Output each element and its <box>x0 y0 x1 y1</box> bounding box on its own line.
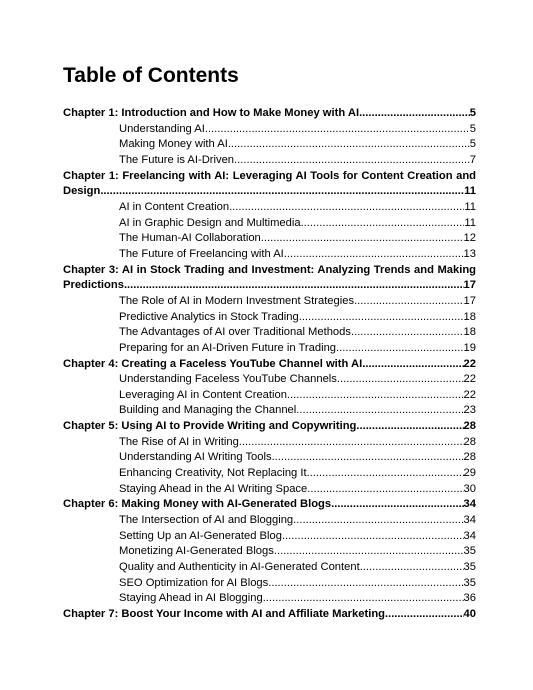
toc-entry-title: The Intersection of AI and Blogging <box>119 514 294 527</box>
toc-page-number: 35 <box>463 561 476 574</box>
toc-page-number: 22 <box>463 357 476 370</box>
dot-leader <box>282 529 464 545</box>
toc-entry-title: Chapter 7: Boost Your Income with AI and Affiliate Marketing <box>63 608 385 620</box>
toc-entry-title: The Rise of AI in Writing <box>119 435 239 448</box>
toc-line <box>63 591 476 607</box>
toc-page-number: 5 <box>469 107 476 119</box>
toc-line <box>63 200 476 216</box>
toc-line <box>63 278 476 294</box>
toc-chapter-entry[interactable] <box>63 419 476 435</box>
dot-leader <box>385 607 464 623</box>
toc-entry-title: Chapter 6: Making Money with AI-Generated Blogs <box>63 498 332 511</box>
toc-entry-title: Chapter 1: Introduction and How to Make Money with AI <box>63 107 360 119</box>
toc-page-number: 11 <box>464 200 476 213</box>
dot-leader <box>239 435 464 451</box>
toc-entry-title: The Human-AI Collaboration <box>119 232 261 245</box>
toc-line <box>63 184 476 200</box>
toc-entry-title: Building and Managing the Channel <box>119 404 297 417</box>
toc-entry-title: SEO Optimization for AI Blogs <box>119 576 269 589</box>
toc-entry-title: Chapter 3: AI in Stock Trading and Investment: Analyzing Trends and Making <box>63 263 476 276</box>
toc-page-number: 30 <box>463 482 476 495</box>
page-title: Table of Contents <box>63 64 239 87</box>
toc-chapter-entry[interactable] <box>63 607 476 623</box>
toc-entry-title: The Role of AI in Modern Investment Strategies <box>119 294 355 307</box>
toc-page-number: 19 <box>463 341 476 354</box>
toc-section-entry[interactable] <box>63 513 476 529</box>
toc-section-entry[interactable] <box>63 435 476 451</box>
toc-page-number: 17 <box>463 279 476 292</box>
toc-line <box>63 106 476 122</box>
toc-entry-title-continued: Predictions <box>63 279 124 292</box>
toc-line <box>63 576 476 592</box>
toc-line <box>63 137 476 153</box>
toc-line <box>63 497 476 513</box>
dot-leader <box>336 341 464 357</box>
toc-entry-title-continued: Design <box>63 185 101 198</box>
dot-leader <box>293 513 463 529</box>
toc-section-entry[interactable] <box>63 482 476 498</box>
toc-line <box>63 310 476 326</box>
toc-line <box>63 372 476 388</box>
toc-chapter-entry[interactable] <box>63 106 476 122</box>
dot-leader <box>261 231 464 247</box>
dot-leader <box>228 137 470 153</box>
dot-leader <box>362 357 463 373</box>
toc-page-number: 35 <box>463 545 476 558</box>
toc-page-number: 12 <box>463 232 476 245</box>
dot-leader <box>124 278 464 294</box>
toc-section-entry[interactable] <box>63 310 476 326</box>
toc-line <box>63 216 476 232</box>
toc-line <box>63 466 476 482</box>
toc-line <box>63 153 476 169</box>
toc-section-entry[interactable] <box>63 450 476 466</box>
toc-line <box>63 403 476 419</box>
toc-page-number: 40 <box>463 608 476 620</box>
dot-leader <box>284 247 464 263</box>
toc-section-entry[interactable] <box>63 153 476 169</box>
dot-leader <box>354 294 463 310</box>
toc-page-number: 29 <box>463 467 476 480</box>
toc-entry-title: Predictive Analytics in Stock Trading <box>119 310 299 323</box>
toc-line <box>63 435 476 451</box>
toc-line <box>63 341 476 357</box>
toc-page-number: 28 <box>463 451 476 464</box>
toc-chapter-entry[interactable] <box>63 169 476 200</box>
toc-line <box>63 247 476 263</box>
toc-page-number: 36 <box>463 592 476 605</box>
toc-section-entry[interactable] <box>63 372 476 388</box>
toc-line <box>63 231 476 247</box>
toc-page-number: 23 <box>463 404 476 417</box>
toc-entry-title: Monetizing AI-Generated Blogs <box>119 545 274 558</box>
dot-leader <box>360 560 464 576</box>
toc-page-number: 18 <box>463 326 476 339</box>
toc-page-number: 22 <box>463 388 476 401</box>
toc-line <box>63 482 476 498</box>
toc-entry-title: Enhancing Creativity, Not Replacing It <box>119 467 307 480</box>
toc-section-entry[interactable] <box>63 544 476 560</box>
toc-page-number: 34 <box>463 498 476 511</box>
toc-page-number: 34 <box>463 529 476 542</box>
toc-section-entry[interactable] <box>63 576 476 592</box>
dot-leader <box>301 216 465 232</box>
toc-line <box>63 560 476 576</box>
toc-chapter-entry[interactable] <box>63 357 476 373</box>
toc-line <box>63 325 476 341</box>
toc-page-number: 5 <box>469 122 476 135</box>
table-of-contents <box>63 106 476 623</box>
toc-entry-title: The Future is AI-Driven <box>119 153 235 166</box>
dot-leader <box>274 544 464 560</box>
toc-page-number: 7 <box>469 153 476 166</box>
toc-section-entry[interactable] <box>63 388 476 404</box>
dot-leader <box>307 482 463 498</box>
toc-line <box>63 294 476 310</box>
dot-leader <box>351 325 464 341</box>
toc-section-entry[interactable] <box>63 200 476 216</box>
dot-leader <box>331 497 463 513</box>
dot-leader <box>356 419 463 435</box>
toc-line <box>63 544 476 560</box>
dot-leader <box>272 450 464 466</box>
dot-leader <box>299 310 464 326</box>
toc-line <box>63 357 476 373</box>
toc-line <box>63 388 476 404</box>
dot-leader <box>268 576 463 592</box>
toc-chapter-entry[interactable] <box>63 497 476 513</box>
toc-entry-title: AI in Content Creation <box>119 200 230 213</box>
toc-line <box>63 122 476 138</box>
toc-section-entry[interactable] <box>63 529 476 545</box>
toc-page-number: 28 <box>463 435 476 448</box>
dot-leader <box>359 106 470 122</box>
dot-leader <box>287 388 464 404</box>
toc-line <box>63 450 476 466</box>
toc-line <box>63 419 476 435</box>
toc-section-entry[interactable] <box>63 247 476 263</box>
toc-section-entry[interactable] <box>63 231 476 247</box>
toc-entry-title: AI in Graphic Design and Multimedia <box>119 216 301 229</box>
toc-section-entry[interactable] <box>63 403 476 419</box>
dot-leader <box>229 200 464 216</box>
toc-section-entry[interactable] <box>63 325 476 341</box>
toc-page-number: 11 <box>464 216 476 229</box>
toc-entry-title: Chapter 5: Using AI to Provide Writing and Copywriting <box>63 420 357 433</box>
toc-line <box>63 169 476 185</box>
toc-page-number: 13 <box>463 247 476 260</box>
dot-leader <box>234 153 470 169</box>
toc-entry-title: Staying Ahead in the AI Writing Space <box>119 482 308 495</box>
toc-line <box>63 263 476 279</box>
toc-entry-title: Leveraging AI in Content Creation <box>119 388 287 401</box>
toc-section-entry[interactable] <box>63 591 476 607</box>
dot-leader <box>337 372 464 388</box>
toc-entry-title: Chapter 4: Creating a Faceless YouTube Channel with AI <box>63 357 363 370</box>
toc-page-number: 22 <box>463 373 476 386</box>
toc-entry-title: Chapter 1: Freelancing with AI: Leveraging AI Tools for Content Creation and <box>63 169 476 182</box>
toc-section-entry[interactable] <box>63 122 476 138</box>
toc-page-number: 34 <box>463 514 476 527</box>
dot-leader <box>205 122 470 138</box>
toc-page-number: 35 <box>463 576 476 589</box>
toc-page-number: 17 <box>463 294 476 307</box>
dot-leader <box>263 591 464 607</box>
toc-entry-title: Understanding AI Writing Tools <box>119 451 272 464</box>
toc-entry-title: Understanding AI <box>119 122 205 135</box>
toc-section-entry[interactable] <box>63 466 476 482</box>
toc-entry-title: The Advantages of AI over Traditional Methods <box>119 326 351 339</box>
toc-entry-title: Preparing for an AI-Driven Future in Trading <box>119 341 337 354</box>
toc-page-number: 18 <box>463 310 476 323</box>
toc-line <box>63 513 476 529</box>
toc-page-number: 11 <box>464 185 476 198</box>
toc-section-entry[interactable] <box>63 216 476 232</box>
toc-line <box>63 607 476 623</box>
toc-page-number: 5 <box>469 138 476 151</box>
toc-entry-title: The Future of Freelancing with AI <box>119 247 284 260</box>
toc-section-entry[interactable] <box>63 137 476 153</box>
toc-entry-title: Setting Up an AI-Generated Blog <box>119 529 282 542</box>
toc-entry-title: Making Money with AI <box>119 138 228 151</box>
toc-entry-title: Quality and Authenticity in AI-Generated Content <box>119 561 360 574</box>
toc-chapter-entry[interactable] <box>63 263 476 294</box>
dot-leader <box>307 466 464 482</box>
toc-page-number: 28 <box>463 420 476 433</box>
toc-entry-title: Understanding Faceless YouTube Channels <box>119 373 337 386</box>
toc-line <box>63 529 476 545</box>
toc-entry-title: Staying Ahead in AI Blogging <box>119 592 263 605</box>
dot-leader <box>296 403 463 419</box>
toc-section-entry[interactable] <box>63 560 476 576</box>
toc-section-entry[interactable] <box>63 294 476 310</box>
toc-section-entry[interactable] <box>63 341 476 357</box>
dot-leader <box>100 184 464 200</box>
